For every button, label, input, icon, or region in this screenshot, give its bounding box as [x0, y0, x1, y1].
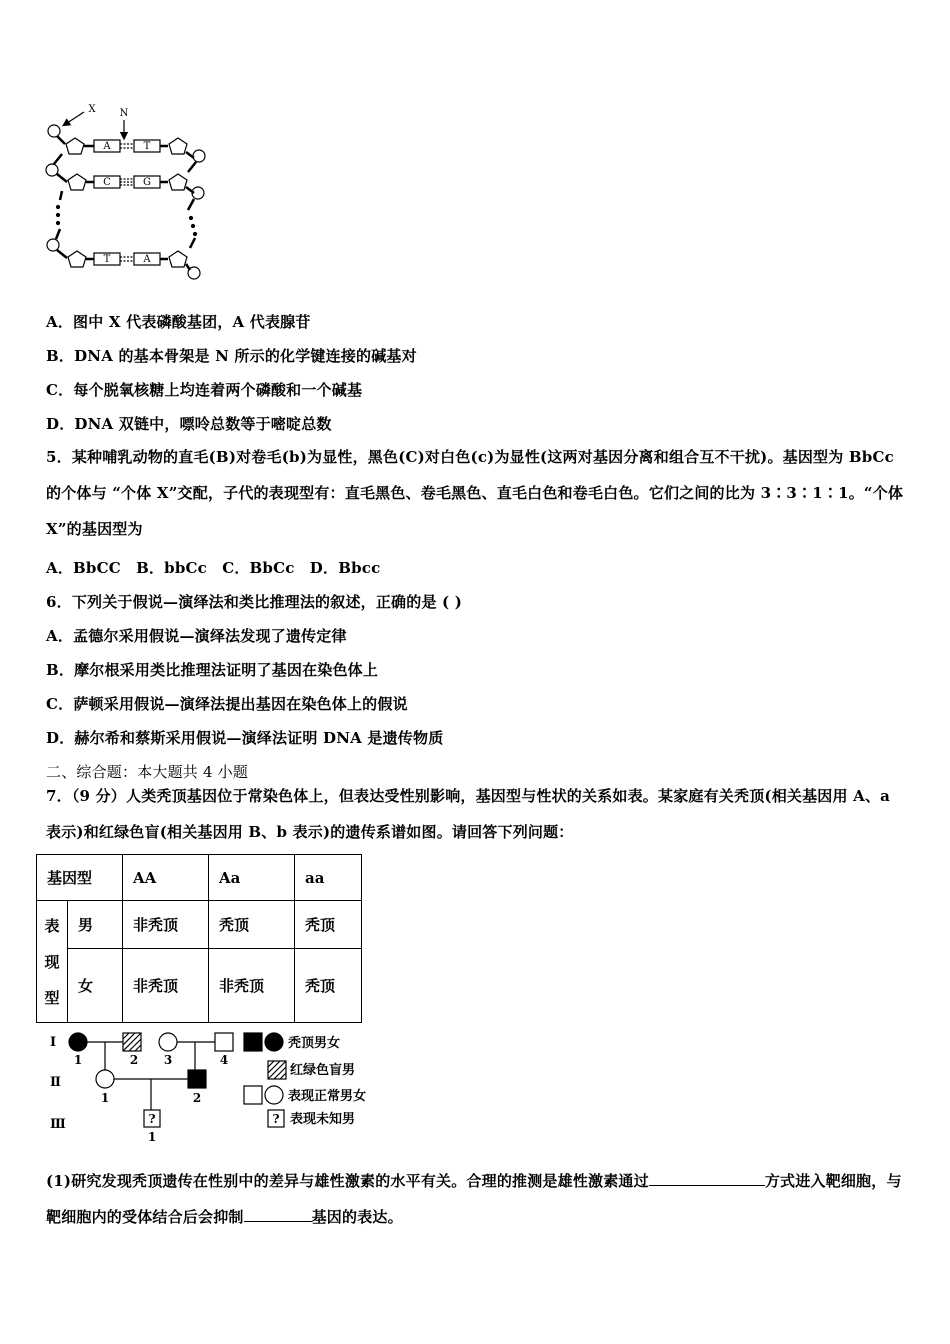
answer-blank-2[interactable]: [244, 1206, 312, 1222]
gen2-id-1: 1: [100, 1091, 110, 1105]
gen1-id-4: 4: [219, 1053, 229, 1067]
base-left-3: T: [103, 254, 111, 265]
gen1-id-3: 3: [163, 1053, 173, 1067]
table-header-aa-hetero: Aa: [209, 855, 295, 901]
q6-option-a: A．孟德尔采用假说—演绎法发现了遗传定律: [46, 627, 347, 645]
section-2-heading: 二、综合题：本大题共 4 小题: [46, 763, 249, 781]
gen2-male-2-bald: [188, 1070, 206, 1088]
table-cell: 非秃顶: [209, 949, 295, 1023]
legend-unknown-mark: ?: [272, 1112, 280, 1126]
table-header-genotype: 基因型: [37, 855, 123, 901]
q7-sub1: (1)研究发现秃顶遗传在性别中的差异与雄性激素的水平有关。合理的推测是雄性激素通过 方式进入靶细胞，与靶细胞内的受体结合后会抑制 基因的表达。: [46, 1172, 902, 1226]
q6-option-b: B．摩尔根采用类比推理法证明了基因在染色体上: [46, 661, 379, 679]
table-cell: 非秃顶: [123, 949, 209, 1023]
table-cell: 秃顶: [295, 901, 362, 949]
gen3-id-1: 1: [147, 1130, 157, 1144]
gen-label-2: Ⅱ: [50, 1075, 61, 1090]
base-right-2: G: [143, 177, 151, 188]
q6-stem: 6．下列关于假说—演绎法和类比推理法的叙述，正确的是 ( ): [46, 593, 463, 611]
table-header-aa-dominant: AA: [123, 855, 209, 901]
table-sex-male: 男: [68, 901, 123, 949]
q5-options: A．BbCC B．bbCc C．BbCc D．Bbcc: [46, 559, 381, 577]
table-cell: 秃顶: [295, 949, 362, 1023]
q7-stem: 7．（9 分）人类秃顶基因位于常染色体上，但表达受性别影响，基因型与性状的关系如表。某家庭有关秃顶(相关基因用 A、a 表示)和红绿色盲(相关基因用 B、b 表示)的遗传系谱如图。请回答下列问题：: [46, 787, 891, 841]
table-cell: 秃顶: [209, 901, 295, 949]
gen-label-3: Ⅲ: [50, 1117, 66, 1132]
q4-option-d: D．DNA 双链中，嘌呤总数等于嘧啶总数: [46, 415, 332, 433]
q6-option-d: D．赫尔希和蔡斯采用假说—演绎法证明 DNA 是遗传物质: [46, 729, 444, 747]
table-side-label: 表 现 型: [37, 901, 68, 1023]
base-left-2: C: [103, 177, 111, 188]
q4-option-c: C．每个脱氧核糖上均连着两个磷酸和一个碱基: [46, 381, 363, 399]
q4-option-a: A．图中 X 代表磷酸基团，A 代表腺苷: [46, 313, 311, 331]
dna-structure-diagram: [40, 98, 220, 283]
label-n: N: [119, 108, 129, 119]
table-sex-female: 女: [68, 949, 123, 1023]
label-x: X: [88, 104, 96, 115]
legend-bald: 秃顶男女: [288, 1036, 341, 1051]
q5-stem: 5．某种哺乳动物的直毛(B)对卷毛(b)为显性，黑色(C)对白色(c)为显性(这两对基因分离和组合互不干扰)。基因型为 BbCc 的个体与 “个体 X”交配，子代的表现型有：直毛黑色、卷毛黑色、直毛白色和卷毛白色。它们之间的比为 3∶3∶1∶1。“个体 X”的基因型为: [46, 448, 904, 538]
base-right-3: A: [143, 254, 151, 265]
gen2-id-2: 2: [192, 1091, 202, 1105]
base-right-1: T: [143, 141, 151, 152]
legend-colorblind: 红绿色盲男: [290, 1063, 356, 1078]
gen1-female-1-bald: [69, 1033, 87, 1051]
genotype-phenotype-table: [36, 854, 362, 1023]
gen1-id-1: 1: [73, 1053, 83, 1067]
answer-blank-1[interactable]: [649, 1170, 765, 1186]
base-left-1: A: [103, 141, 111, 152]
table-header-aa-recessive: aa: [295, 855, 362, 901]
q4-option-b: B．DNA 的基本骨架是 N 所示的化学键连接的碱基对: [46, 347, 417, 365]
gen1-female-3-normal: [159, 1033, 177, 1051]
legend-normal: 表现正常男女: [288, 1089, 367, 1104]
table-cell: 非秃顶: [123, 901, 209, 949]
pedigree-chart: [44, 1026, 390, 1148]
gen2-female-1-normal: [96, 1070, 114, 1088]
gen-label-1: Ⅰ: [50, 1035, 57, 1050]
legend-unknown: 表现未知男: [290, 1112, 356, 1127]
unknown-mark: ?: [148, 1112, 156, 1126]
q6-option-c: C．萨顿采用假说—演绎法提出基因在染色体上的假说: [46, 695, 408, 713]
gen1-male-4-normal: [215, 1033, 233, 1051]
gen1-id-2: 2: [129, 1053, 139, 1067]
